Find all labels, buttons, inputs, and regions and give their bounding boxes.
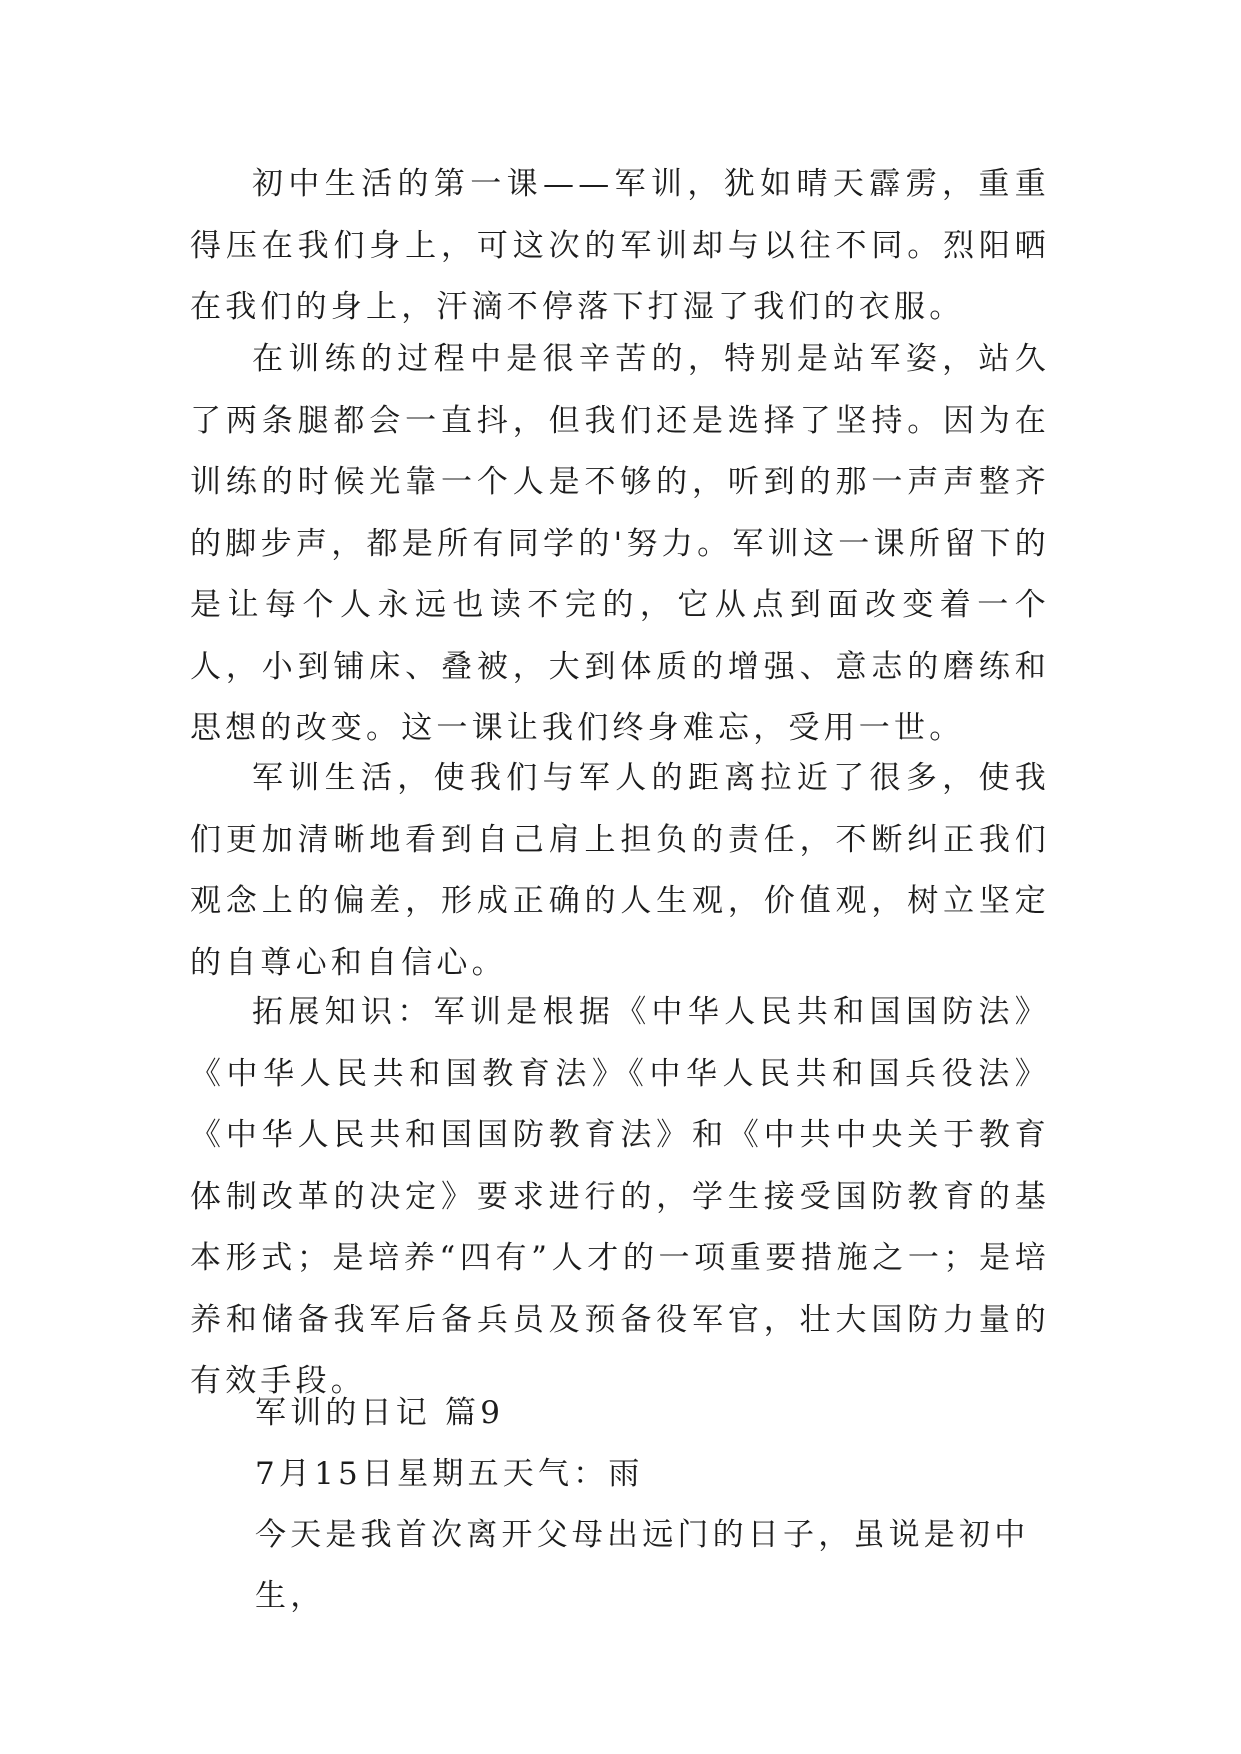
paragraph-3 xyxy=(190,748,1050,994)
paragraph-1 xyxy=(190,154,1050,339)
paragraph-3-text: 军训生活，使我们与军人的距离拉近了很多，使我们更加清晰地看到自己肩上担负的责任，不断纠正我们观念上的偏差，形成正确的人生观，价值观，树立坚定的自尊心和自信心。 xyxy=(190,760,1050,981)
paragraph-4 xyxy=(190,982,1050,1413)
paragraph-2 xyxy=(190,329,1050,760)
paragraph-1-text: 初中生活的第一课——军训，犹如晴天霹雳，重重得压在我们身上，可这次的军训却与以往不同。烈阳晒在我们的身上，汗滴不停落下打湿了我们的衣服。 xyxy=(190,166,1050,325)
diary-title: 军训的日记 篇9 xyxy=(255,1395,505,1431)
diary-date: 7月15日星期五天气：雨 xyxy=(255,1456,644,1492)
paragraph-4-text: 拓展知识：军训是根据《中华人民共和国国防法》《中华人民共和国教育法》《中华人民共和国兵役法》《中华人民共和国国防教育法》和《中共中央关于教育体制改革的决定》要求进行的，学生接受国防教育的基本形式；是培养“四有”人才的一项重要措施之一；是培养和储备我军后备兵员及预备役军官，壮大国防力量的有效手段。 xyxy=(190,994,1050,1399)
diary-first-line: 今天是我首次离开父母出远门的日子，虽说是初中生， xyxy=(255,1517,1030,1614)
paragraph-2-text: 在训练的过程中是很辛苦的，特别是站军姿，站久了两条腿都会一直抖，但我们还是选择了坚持。因为在训练的时候光靠一个人是不够的，听到的那一声声整齐的脚步声，都是所有同学的'努力。军训这一课所留下的是让每个人永远也读不完的，它从点到面改变着一个人，小到铺床、叠被，大到体质的增强、意志的磨练和思想的改变。这一课让我们终身难忘，受用一世。 xyxy=(190,341,1050,746)
